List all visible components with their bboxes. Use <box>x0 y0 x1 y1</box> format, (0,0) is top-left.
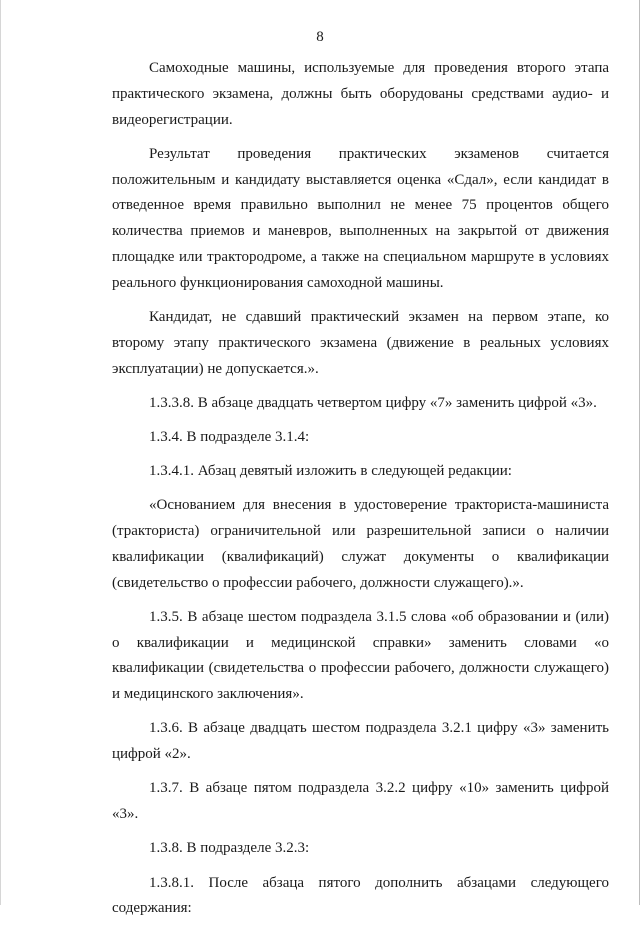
paragraph-selfpropelled-equipment: Самоходные машины, используемые для проведения второго этапа практического экзамена, должны быть оборудованы средствами аудио- и видеорегистрации. <box>112 60 609 128</box>
paragraph-1-3-4-1: 1.3.4.1. Абзац девятый изложить в следующей редакции: <box>149 463 512 480</box>
document-body <box>112 56 609 931</box>
page-number: 8 <box>316 29 324 45</box>
paragraph-1-3-8-1: 1.3.8.1. После абзаца пятого дополнить абзацами следующего содержания: <box>112 874 609 917</box>
paragraph-exam-result: Результат проведения практических экзаменов считается положительным и кандидату выставляется оценка «Сдал», если кандидат в отведенное время правильно выполнил не менее 75 процентов общего количества приемов и маневров, выполненных на закрытой от движения площадке или трактородроме, а также на специальном маршруте в условиях реального функционирования самоходной машины. <box>112 145 609 291</box>
paragraph-quoted-basis: «Основанием для внесения в удостоверение тракториста-машиниста (тракториста) ограничительной или разрешительной записи о наличии квалификации (квалификаций) служат документы о квалификации (свидетельство о профессии рабочего, должности служащего).». <box>112 497 609 591</box>
paragraph-1-3-5: 1.3.5. В абзаце шестом подраздела 3.1.5 слова «об образовании и (или) о квалификации и медицинской справки» заменить словами «о квалификации (свидетельства о профессии рабочего, должности служащего) и медицинского заключения». <box>112 608 609 703</box>
paragraph-1-3-3-8: 1.3.3.8. В абзаце двадцать четвертом цифру «7» заменить цифрой «3». <box>149 394 597 411</box>
paragraph-1-3-7: 1.3.7. В абзаце пятом подраздела 3.2.2 цифру «10» заменить цифрой «3». <box>112 780 609 823</box>
paragraph-1-3-8: 1.3.8. В подразделе 3.2.3: <box>149 840 310 857</box>
paragraph-candidate-not-admitted: Кандидат, не сдавший практический экзамен на первом этапе, ко второму этапу практического экзамена (движение в реальных условиях эксплуатации) не допускается.». <box>112 308 609 377</box>
paragraph-1-3-6: 1.3.6. В абзаце двадцать шестом подраздела 3.2.1 цифру «3» заменить цифрой «2». <box>112 720 609 763</box>
paragraph-1-3-4: 1.3.4. В подразделе 3.1.4: <box>149 428 310 445</box>
